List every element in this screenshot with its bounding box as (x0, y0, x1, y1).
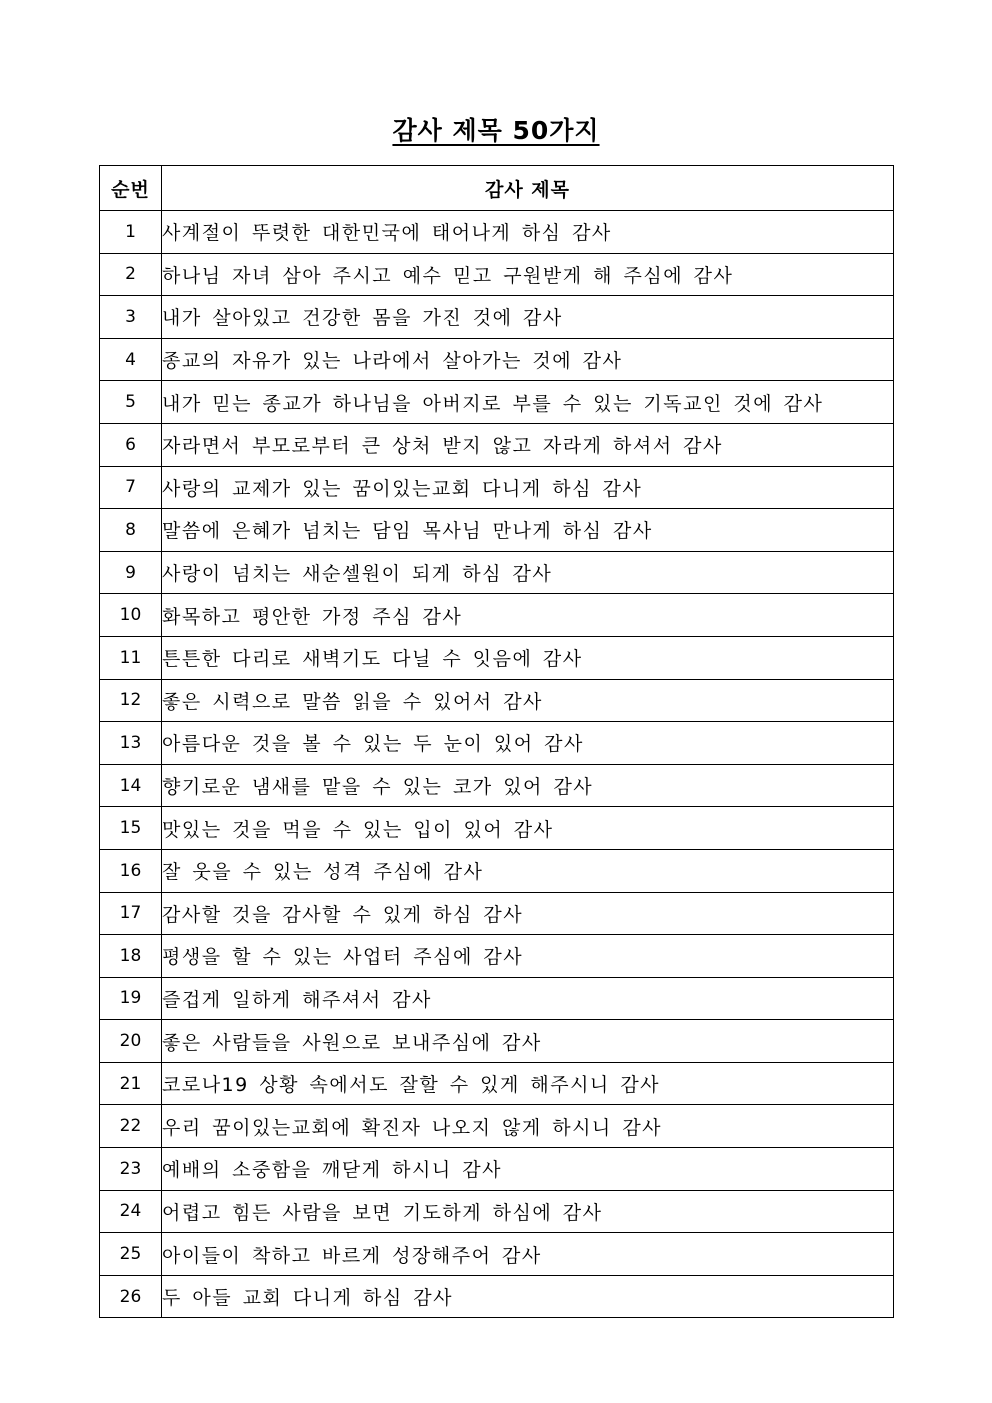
row-number: 11 (100, 636, 162, 679)
table-row (100, 1062, 894, 1105)
row-number: 22 (100, 1105, 162, 1148)
table-row (100, 722, 894, 765)
table-row (100, 935, 894, 978)
table-row (100, 892, 894, 935)
row-number: 19 (100, 977, 162, 1020)
row-number: 7 (100, 466, 162, 509)
row-number: 9 (100, 551, 162, 594)
table-row (100, 977, 894, 1020)
row-number: 3 (100, 296, 162, 339)
header-number: 순번 (100, 166, 162, 211)
row-item: 좋은 시력으로 말씀 읽을 수 있어서 감사 (162, 679, 894, 722)
row-item: 사랑의 교제가 있는 꿈이있는교회 다니게 하심 감사 (162, 466, 894, 509)
table-row (100, 1020, 894, 1063)
row-item: 종교의 자유가 있는 나라에서 살아가는 것에 감사 (162, 338, 894, 381)
table-row (100, 1275, 894, 1318)
row-item: 향기로운 냄새를 맡을 수 있는 코가 있어 감사 (162, 764, 894, 807)
table-row (100, 211, 894, 254)
row-number: 2 (100, 253, 162, 296)
header-item: 감사 제목 (162, 166, 894, 211)
table-row (100, 253, 894, 296)
table-row (100, 509, 894, 552)
row-item: 아이들이 착하고 바르게 성장해주어 감사 (162, 1233, 894, 1276)
row-item: 잘 웃을 수 있는 성격 주심에 감사 (162, 849, 894, 892)
gratitude-table (99, 165, 894, 1318)
table-row (100, 594, 894, 637)
table-row (100, 1148, 894, 1191)
row-item: 즐겁게 일하게 해주셔서 감사 (162, 977, 894, 1020)
row-item: 내가 믿는 종교가 하나님을 아버지로 부를 수 있는 기독교인 것에 감사 (162, 381, 894, 424)
row-number: 14 (100, 764, 162, 807)
table-header-row (100, 166, 894, 211)
table-row (100, 636, 894, 679)
row-item: 내가 살아있고 건강한 몸을 가진 것에 감사 (162, 296, 894, 339)
row-number: 8 (100, 509, 162, 552)
row-item: 사계절이 뚜렷한 대한민국에 태어나게 하심 감사 (162, 211, 894, 254)
row-item: 화목하고 평안한 가정 주심 감사 (162, 594, 894, 637)
row-number: 6 (100, 423, 162, 466)
row-item: 사랑이 넘치는 새순셀원이 되게 하심 감사 (162, 551, 894, 594)
row-item: 어렵고 힘든 사람을 보면 기도하게 하심에 감사 (162, 1190, 894, 1233)
table-row (100, 679, 894, 722)
row-item: 자라면서 부모로부터 큰 상처 받지 않고 자라게 하셔서 감사 (162, 423, 894, 466)
table-row (100, 466, 894, 509)
row-number: 1 (100, 211, 162, 254)
row-item: 하나님 자녀 삼아 주시고 예수 믿고 구원받게 해 주심에 감사 (162, 253, 894, 296)
table-body (100, 211, 894, 1318)
table-row (100, 1105, 894, 1148)
row-number: 15 (100, 807, 162, 850)
table-row (100, 1190, 894, 1233)
row-number: 10 (100, 594, 162, 637)
table-row (100, 296, 894, 339)
row-item: 감사할 것을 감사할 수 있게 하심 감사 (162, 892, 894, 935)
table-row (100, 1233, 894, 1276)
row-number: 4 (100, 338, 162, 381)
document-title-text: 감사 제목 50가지 (392, 116, 600, 145)
row-item: 튼튼한 다리로 새벽기도 다닐 수 잇음에 감사 (162, 636, 894, 679)
row-item: 아름다운 것을 볼 수 있는 두 눈이 있어 감사 (162, 722, 894, 765)
row-number: 13 (100, 722, 162, 765)
table-row (100, 338, 894, 381)
table-row (100, 423, 894, 466)
row-item: 말씀에 은혜가 넘치는 담임 목사님 만나게 하심 감사 (162, 509, 894, 552)
row-number: 5 (100, 381, 162, 424)
table-row (100, 807, 894, 850)
row-item: 맛있는 것을 먹을 수 있는 입이 있어 감사 (162, 807, 894, 850)
table-row (100, 551, 894, 594)
row-number: 12 (100, 679, 162, 722)
row-item: 예배의 소중함을 깨닫게 하시니 감사 (162, 1148, 894, 1191)
row-number: 26 (100, 1275, 162, 1318)
document-title (0, 113, 992, 149)
row-item: 코로나19 상황 속에서도 잘할 수 있게 해주시니 감사 (162, 1062, 894, 1105)
row-number: 16 (100, 849, 162, 892)
table-row (100, 381, 894, 424)
row-item: 좋은 사람들을 사원으로 보내주심에 감사 (162, 1020, 894, 1063)
row-number: 25 (100, 1233, 162, 1276)
row-number: 23 (100, 1148, 162, 1191)
row-number: 21 (100, 1062, 162, 1105)
table-row (100, 849, 894, 892)
row-number: 24 (100, 1190, 162, 1233)
row-number: 18 (100, 935, 162, 978)
row-number: 17 (100, 892, 162, 935)
row-number: 20 (100, 1020, 162, 1063)
table-row (100, 764, 894, 807)
row-item: 평생을 할 수 있는 사업터 주심에 감사 (162, 935, 894, 978)
row-item: 두 아들 교회 다니게 하심 감사 (162, 1275, 894, 1318)
row-item: 우리 꿈이있는교회에 확진자 나오지 않게 하시니 감사 (162, 1105, 894, 1148)
